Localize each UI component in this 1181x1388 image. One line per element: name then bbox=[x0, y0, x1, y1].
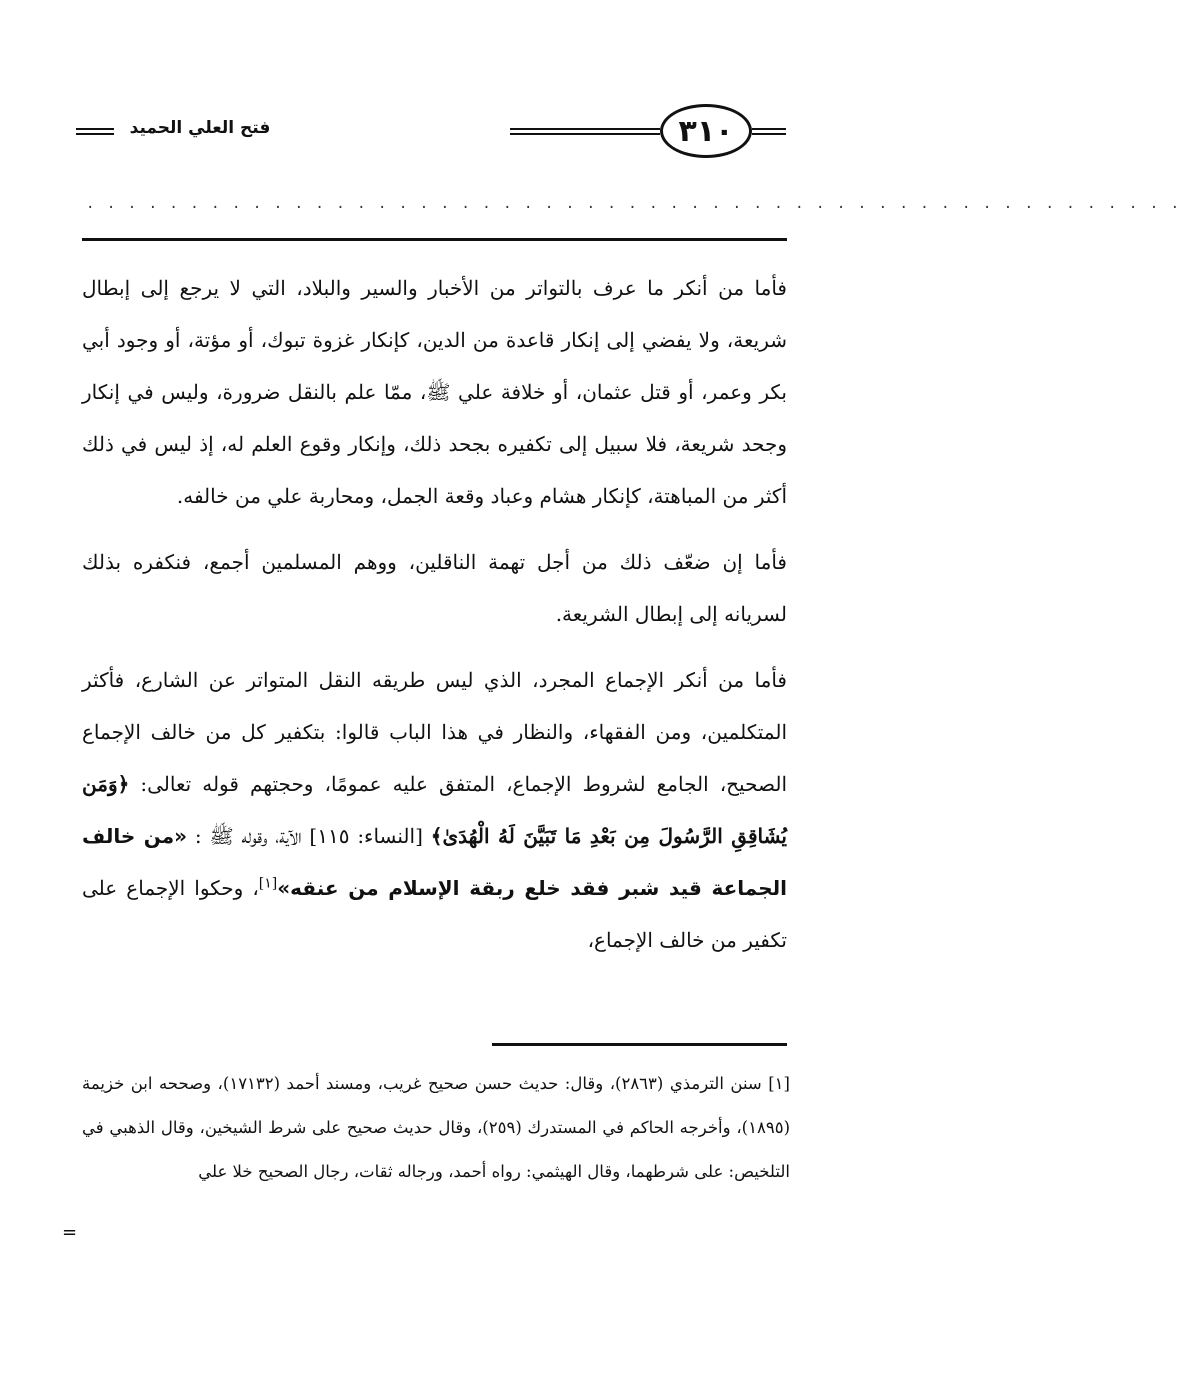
header-ornament-far bbox=[752, 128, 786, 138]
verse-reference: [النساء: ١١٥] الآية، وقوله ﷺ : bbox=[194, 824, 423, 848]
paragraph-3-end: ، وحكوا الإجماع على تكفير من خالف الإجماع، bbox=[82, 876, 787, 952]
footnote-continuation-mark: = bbox=[62, 1222, 78, 1243]
page-number: ٣١٠ bbox=[660, 104, 752, 158]
running-head-title: فتح العلي الحميد bbox=[129, 118, 271, 138]
paragraph-3 bbox=[82, 654, 787, 966]
header-ornament-right bbox=[510, 128, 660, 138]
quran-verse: ﴿وَمَن يُشَاقِقِ الرَّسُولَ مِن بَعْدِ مَا تَبَيَّنَ لَهُ الْهُدَىٰ﴾ bbox=[82, 772, 788, 848]
paragraph-2: فأما إن ضعّف ذلك من أجل تهمة الناقلين، ووهم المسلمين أجمع، فنكفره بذلك لسريانه إلى إبطال الشريعة. bbox=[82, 550, 787, 626]
hadith-quote: «من خالف الجماعة قيد شبر فقد خلع ربقة الإسلام من عنقه» bbox=[82, 824, 787, 900]
footnote-rule bbox=[492, 1043, 787, 1046]
paragraph-3-text: فأما من أنكر الإجماع المجرد، الذي ليس طريقه النقل المتواتر عن الشارع، فأكثر المتكلمين، ومن الفقهاء، والنظار في هذا الباب قالوا: بتكفير كل من خالف الإجماع الصحيح، الجامع لشروط الإجماع، المتفق عليه عمومًا، وحجتهم قوله تعالى: bbox=[82, 668, 787, 796]
footnote-reference: [١] bbox=[258, 875, 278, 892]
paragraph-1: فأما من أنكر ما عرف بالتواتر من الأخبار والسير والبلاد، التي لا يرجع إلى إبطال شريعة، ولا يفضي إلى إنكار قاعدة من الدين، كإنكار غزوة تبوك، أو مؤتة، أو وجود أبي بكر وعمر، أو قتل عثمان، أو خلافة علي ﷺ، ممّا علم بالنقل ضرورة، وليس في إنكار وجحد شريعة، فلا سبيل إلى تكفيره بجحد ذلك، وإنكار وقوع العلم له، إذ ليس في ذلك أكثر من المباهتة، كإنكار هشام وعباد وقعة الجمل، ومحاربة علي من خالفه. bbox=[82, 276, 787, 508]
dotted-separator: . . . . . . . . . . . . . . . . . . . . . . . . . . . . . . . . . . . . . . . . . . . . . . . . . . . . . bbox=[86, 196, 1181, 212]
footnote-text: [١] سنن الترمذي (٢٨٦٣)، وقال: حديث حسن صحيح غريب، ومسند أحمد (١٧١٣٢)، وصححه ابن خزيمة (١٨٩٥)، وأخرجه الحاكم في المستدرك (٢٥٩)، وقال حديث صحيح على شرط الشيخين، وقال الذهبي في التلخيص: على شرطهما، وقال الهيثمي: رواه أحمد، ورجاله ثقات، رجال الصحيح خلا علي bbox=[82, 1074, 790, 1181]
header-rule bbox=[82, 238, 787, 241]
main-text bbox=[82, 262, 787, 966]
header-ornament-left bbox=[76, 128, 114, 138]
footnote bbox=[82, 1062, 790, 1194]
